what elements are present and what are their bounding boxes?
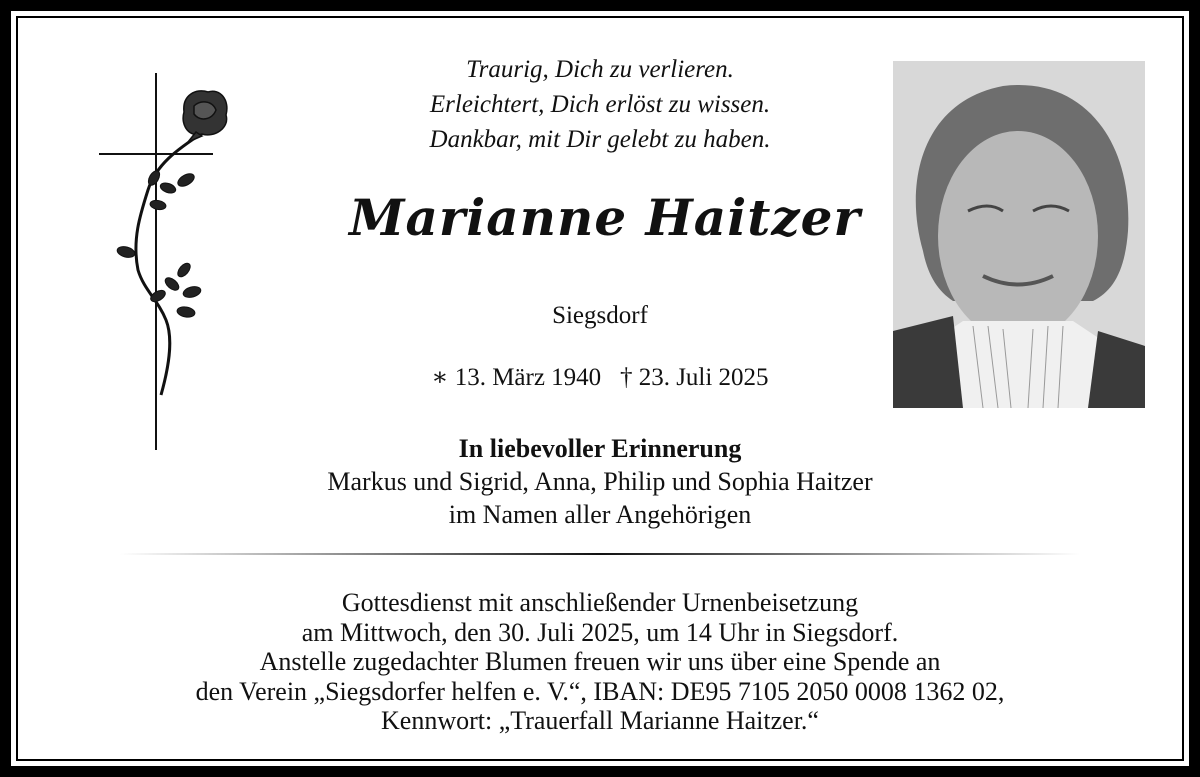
portrait-drawing [893, 61, 1145, 408]
memory-block [230, 432, 970, 531]
death-symbol: † [619, 364, 633, 391]
birth-symbol: ∗ [431, 364, 449, 391]
death-date: 23. Juli 2025 [638, 364, 769, 391]
poem [330, 52, 870, 157]
footer-line-1: Gottesdienst mit anschließender Urnenbeisetzung [341, 588, 859, 617]
service-info [70, 588, 1130, 736]
footer-line-5: Kennwort: „Trauerfall Marianne Haitzer.“ [381, 706, 819, 735]
deceased-name: Marianne Haitzer [349, 188, 861, 247]
footer-line-4: den Verein „Siegsdorfer helfen e. V.“, IBAN: DE95 7105 2050 0008 1362 02, [195, 676, 1005, 706]
cross-with-rose-icon [96, 70, 236, 455]
divider [120, 553, 1080, 555]
poem-line-2: Erleichtert, Dich erlöst zu wissen. [429, 91, 771, 118]
memory-heading: In liebevoller Erinnerung [458, 434, 742, 463]
portrait-photo [893, 61, 1145, 408]
birth-date: 13. März 1940 [454, 364, 602, 391]
memory-line-1: Markus und Sigrid, Anna, Philip und Sophia Haitzer [327, 467, 873, 496]
poem-line-3: Dankbar, mit Dir gelebt zu haben. [429, 126, 771, 153]
place: Siegsdorf [552, 302, 648, 329]
life-dates [380, 362, 820, 392]
memory-line-2: im Namen aller Angehörigen [448, 500, 752, 529]
poem-line-1: Traurig, Dich zu verlieren. [466, 56, 734, 83]
footer-line-3: Anstelle zugedachter Blumen freuen wir uns über eine Spende an [259, 647, 941, 676]
footer-line-2: am Mittwoch, den 30. Juli 2025, um 14 Uhr in Siegsdorf. [301, 617, 899, 647]
